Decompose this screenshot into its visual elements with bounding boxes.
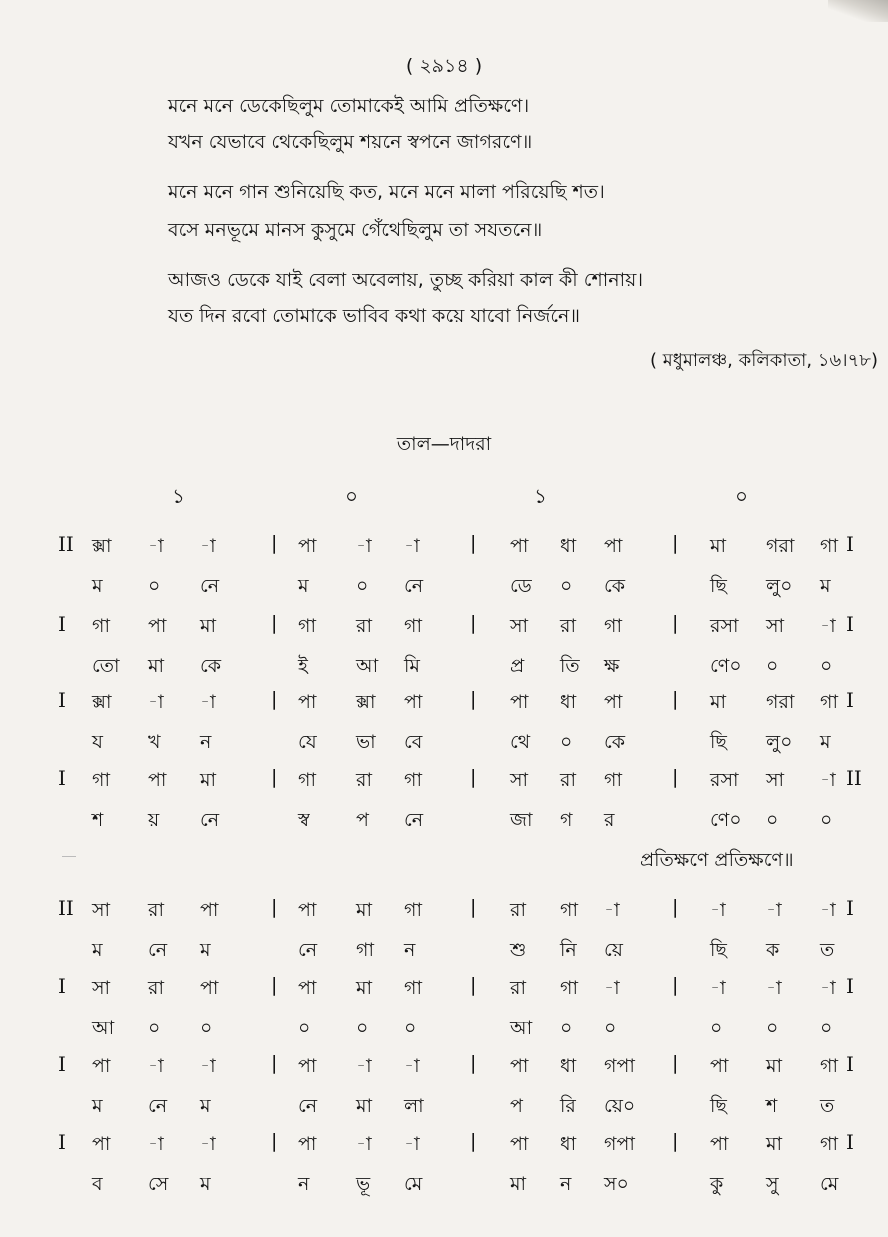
swara-note: মা	[766, 1055, 783, 1077]
swara-note: গা	[820, 1133, 838, 1155]
lyric-syllable: কে	[200, 655, 222, 677]
lyric-syllable: কে	[604, 731, 626, 753]
row-end-mark: I	[846, 896, 854, 920]
swara-note: পা	[200, 977, 219, 999]
lyric-syllable: য	[92, 731, 103, 753]
lyric-syllable: ০	[148, 575, 161, 597]
swara-note: গা	[404, 769, 422, 791]
swara-note: পা	[604, 691, 623, 713]
lyric-syllable: শ	[92, 809, 104, 831]
beat-marker-3: ১	[534, 484, 547, 508]
swara-note: গা	[298, 615, 316, 637]
lyric-syllable: তো	[92, 655, 120, 677]
swara-note: গপা	[604, 1055, 635, 1077]
swara-note: গা	[604, 769, 622, 791]
row-start-mark: I	[58, 974, 66, 998]
lyric-syllable: ০	[148, 1017, 161, 1039]
lyric-syllable: ০	[710, 1017, 723, 1039]
lyric-syllable: সু	[766, 1173, 779, 1195]
swara-note: পা	[298, 1133, 317, 1155]
lyric-syllable: ণে০	[710, 809, 742, 831]
bar-line: |	[271, 612, 278, 634]
swara-note: পা	[710, 1055, 729, 1077]
swara-note: -া	[356, 1055, 372, 1077]
lyric-syllable: ০	[766, 809, 779, 831]
swara-note: -া	[356, 1133, 372, 1155]
bar-line: |	[672, 688, 679, 710]
poem-line-4: বসে মনভূমে মানস কুসুমে গেঁথেছিলুম তা সযতনে॥	[168, 219, 543, 241]
swara-note: -া	[356, 535, 372, 557]
lyric-syllable: ন	[404, 939, 416, 961]
bar-line: |	[470, 612, 477, 634]
lyric-syllable: লু০	[766, 731, 793, 753]
swara-note: পা	[298, 691, 317, 713]
lyric-syllable: নে	[404, 575, 424, 597]
bar-line: |	[672, 612, 679, 634]
lyric-syllable: ব	[92, 1173, 103, 1195]
beat-marker-2: ০	[345, 484, 359, 508]
swara-note: মা	[710, 691, 727, 713]
lyric-syllable: ন	[298, 1173, 310, 1195]
lyric-syllable: স্ব	[298, 809, 310, 831]
swara-note: মা	[356, 899, 373, 921]
swara-note: রা	[356, 615, 372, 637]
swara-note: -া	[148, 1133, 164, 1155]
poem-line-2: যখন যেভাবে থেকেছিলুম শয়নে স্বপনে জাগরণে॥	[168, 131, 533, 153]
swara-note: পা	[510, 1055, 529, 1077]
swara-note: -া	[604, 899, 620, 921]
swara-note: পা	[710, 1133, 729, 1155]
lyric-syllable: ক্ষ	[604, 655, 620, 677]
swara-note: রা	[560, 769, 576, 791]
swara-note: গা	[560, 977, 578, 999]
swara-note: রা	[356, 769, 372, 791]
lyric-syllable: গ	[560, 809, 573, 831]
lyric-syllable: ত	[820, 1095, 835, 1117]
lyric-syllable: নি	[560, 939, 577, 961]
swara-note: পা	[604, 535, 623, 557]
lyric-syllable: মা	[148, 655, 165, 677]
beat-marker-1: ১	[172, 484, 185, 508]
swara-note: গা	[92, 615, 110, 637]
lyric-syllable: সে	[148, 1173, 169, 1195]
swara-note: -া	[820, 977, 836, 999]
page-corner-shadow	[828, 0, 888, 22]
lyric-syllable: জা	[510, 809, 533, 831]
swara-note: পা	[148, 615, 167, 637]
bar-line: |	[271, 1130, 278, 1152]
swara-note: গা	[298, 769, 316, 791]
swara-note: রসা	[710, 615, 739, 637]
swara-note: -া	[200, 535, 216, 557]
bar-line: |	[672, 896, 679, 918]
swara-note: -া	[148, 691, 164, 713]
bar-line: |	[271, 974, 278, 996]
lyric-syllable: ০	[560, 731, 573, 753]
bar-line: |	[470, 896, 477, 918]
lyric-syllable: ন	[200, 731, 212, 753]
bar-line: |	[470, 688, 477, 710]
lyric-syllable: ০	[356, 1017, 369, 1039]
lyric-syllable: ০	[200, 1017, 213, 1039]
lyric-syllable: যে	[298, 731, 317, 753]
swara-note: সা	[92, 977, 111, 999]
swara-note: পা	[92, 1055, 111, 1077]
lyric-syllable: স০	[604, 1173, 629, 1195]
bar-line: |	[672, 532, 679, 554]
swara-note: -া	[404, 1133, 420, 1155]
swara-note: গা	[820, 691, 838, 713]
swara-note: -া	[766, 899, 782, 921]
swara-note: পা	[298, 535, 317, 557]
lyric-syllable: ০	[356, 575, 369, 597]
lyric-syllable: প	[356, 809, 369, 831]
swara-note: পা	[200, 899, 219, 921]
lyric-syllable: কে	[604, 575, 626, 597]
page-number: ( ২৯১৪ )	[405, 55, 483, 77]
swara-note: -া	[404, 1055, 420, 1077]
lyric-syllable: ম	[200, 1095, 211, 1117]
swara-note: গা	[560, 899, 578, 921]
lyric-syllable: মা	[356, 1095, 373, 1117]
swara-note: রা	[510, 977, 526, 999]
source-credit: ( মধুমালঞ্চ, কলিকাতা, ১৬।৭৮)	[650, 350, 878, 371]
lyric-syllable: ম	[92, 1095, 103, 1117]
lyric-syllable: প	[510, 1095, 523, 1117]
row-end-mark: I	[846, 532, 854, 556]
lyric-syllable: থে	[510, 731, 531, 753]
swara-note: পা	[298, 977, 317, 999]
swara-note: রা	[148, 977, 164, 999]
lyric-syllable: মা	[510, 1173, 527, 1195]
swara-note: -া	[710, 977, 726, 999]
swara-note: রা	[148, 899, 164, 921]
lyric-syllable: নে	[298, 939, 318, 961]
swara-note: মা	[766, 1133, 783, 1155]
lyric-syllable: মে	[820, 1173, 839, 1195]
row-start-mark: I	[58, 688, 66, 712]
swara-note: গা	[604, 615, 622, 637]
swara-note: ক্সা	[356, 691, 376, 713]
lyric-syllable: নে	[298, 1095, 318, 1117]
poem-line-3: মনে মনে গান শুনিয়েছি কত, মনে মনে মালা পরিয়েছি শত।	[168, 181, 605, 203]
bar-line: |	[672, 974, 679, 996]
lyric-syllable: নে	[404, 809, 424, 831]
lyric-syllable: ম	[298, 575, 309, 597]
lyric-syllable: য়ে	[604, 939, 623, 961]
swara-note: মা	[200, 769, 217, 791]
swara-note: পা	[298, 1055, 317, 1077]
lyric-syllable: মি	[404, 655, 420, 677]
swara-note: পা	[298, 899, 317, 921]
lyric-syllable: ০	[766, 1017, 779, 1039]
swara-note: -া	[820, 615, 836, 637]
beat-marker-4: ০	[735, 484, 749, 508]
row-start-mark: II	[58, 896, 74, 920]
lyric-syllable: র	[604, 809, 615, 831]
swara-note: ধা	[560, 691, 577, 713]
swara-note: -া	[710, 899, 726, 921]
row-end-mark: I	[846, 1052, 854, 1076]
lyric-syllable: ম	[92, 939, 103, 961]
lyric-syllable: গা	[356, 939, 374, 961]
swara-note: সা	[766, 769, 785, 791]
swara-note: গা	[404, 899, 422, 921]
bar-line: |	[672, 766, 679, 788]
lyric-syllable: ই	[298, 655, 308, 677]
lyric-syllable: নে	[148, 1095, 168, 1117]
bar-line: |	[271, 1052, 278, 1074]
tala-title: তাল—দাদরা	[396, 433, 492, 455]
swara-note: রা	[510, 899, 526, 921]
lyric-syllable: ০	[560, 575, 573, 597]
lyric-syllable: ০	[820, 655, 833, 677]
swara-note: -া	[148, 1055, 164, 1077]
bar-line: |	[672, 1130, 679, 1152]
bar-line: |	[672, 1052, 679, 1074]
lyric-syllable: তি	[560, 655, 580, 677]
swara-note: -া	[404, 535, 420, 557]
swara-note: সা	[92, 899, 111, 921]
swara-note: পা	[510, 1133, 529, 1155]
lyric-syllable: শ	[766, 1095, 778, 1117]
lyric-syllable: য়	[148, 809, 160, 831]
poem-line-6: যত দিন রবো তোমাকে ভাবিব কথা কয়ে যাবো নির্জনে॥	[168, 305, 581, 327]
lyric-syllable: ছি	[710, 731, 727, 753]
swara-note: -া	[766, 977, 782, 999]
lyric-syllable: ণে০	[710, 655, 742, 677]
lyric-syllable: শু	[510, 939, 527, 961]
bar-line: |	[470, 1052, 477, 1074]
bar-line: |	[271, 688, 278, 710]
swara-note: -া	[200, 1133, 216, 1155]
lyric-syllable: য়ে০	[604, 1095, 636, 1117]
swara-note: -া	[148, 535, 164, 557]
bar-line: |	[470, 766, 477, 788]
swara-note: -া	[820, 899, 836, 921]
swara-note: গা	[404, 977, 422, 999]
lyric-syllable: আ	[510, 1017, 533, 1039]
swara-note: পা	[148, 769, 167, 791]
row-end-mark: I	[846, 1130, 854, 1154]
lyric-syllable: ত	[820, 939, 835, 961]
refrain-text: প্রতিক্ষণে প্রতিক্ষণে॥	[640, 849, 794, 871]
lyric-syllable: ভা	[356, 731, 376, 753]
row-start-mark: I	[58, 1130, 66, 1154]
swara-note: গপা	[604, 1133, 635, 1155]
lyric-syllable: ক	[766, 939, 780, 961]
lyric-syllable: ডে	[510, 575, 532, 597]
lyric-syllable: ০	[766, 655, 779, 677]
row-end-mark: I	[846, 612, 854, 636]
lyric-syllable: ছি	[710, 1095, 727, 1117]
lyric-syllable: ন	[560, 1173, 572, 1195]
lyric-syllable: ছি	[710, 939, 727, 961]
lyric-syllable: ০	[820, 809, 833, 831]
swara-note: পা	[404, 691, 423, 713]
lyric-syllable: নে	[148, 939, 168, 961]
swara-note: ক্সা	[92, 535, 112, 557]
swara-note: পা	[510, 535, 529, 557]
swara-note: গা	[820, 535, 838, 557]
bar-line: |	[470, 1130, 477, 1152]
row-start-mark: I	[58, 766, 66, 790]
swara-note: মা	[200, 615, 217, 637]
row-end-mark: I	[846, 688, 854, 712]
swara-note: গা	[92, 769, 110, 791]
swara-note: ধা	[560, 1133, 577, 1155]
faint-mark	[62, 856, 76, 857]
lyric-syllable: ম	[200, 1173, 211, 1195]
bar-line: |	[470, 532, 477, 554]
lyric-syllable: ছি	[710, 575, 727, 597]
row-end-mark: II	[846, 766, 862, 790]
swara-note: রা	[560, 615, 576, 637]
lyric-syllable: প্র	[510, 655, 525, 677]
lyric-syllable: ০	[298, 1017, 311, 1039]
poem-line-5: আজও ডেকে যাই বেলা অবেলায়, তুচ্ছ করিয়া কাল কী শোনায়।	[168, 269, 644, 291]
swara-note: ধা	[560, 535, 577, 557]
swara-note: গা	[404, 615, 422, 637]
swara-note: রসা	[710, 769, 739, 791]
bar-line: |	[271, 766, 278, 788]
row-start-mark: II	[58, 532, 74, 556]
lyric-syllable: ম	[820, 575, 831, 597]
poem-line-1: মনে মনে ডেকেছিলুম তোমাকেই আমি প্রতিক্ষণে।	[168, 95, 530, 117]
swara-note: সা	[510, 615, 529, 637]
swara-note: গা	[820, 1055, 838, 1077]
swara-note: ক্সা	[92, 691, 112, 713]
lyric-syllable: ০	[604, 1017, 617, 1039]
lyric-syllable: ম	[92, 575, 103, 597]
bar-line: |	[271, 896, 278, 918]
lyric-syllable: খ	[148, 731, 161, 753]
lyric-syllable: আ	[356, 655, 379, 677]
swara-note: ধা	[560, 1055, 577, 1077]
row-start-mark: I	[58, 1052, 66, 1076]
lyric-syllable: মে	[404, 1173, 423, 1195]
lyric-syllable: নে	[200, 809, 220, 831]
swara-note: -া	[820, 769, 836, 791]
lyric-syllable: কু	[710, 1173, 724, 1195]
swara-note: মা	[710, 535, 727, 557]
swara-note: -া	[200, 1055, 216, 1077]
swara-note: সা	[766, 615, 785, 637]
swara-note: পা	[92, 1133, 111, 1155]
swara-note: গরা	[766, 535, 795, 557]
bar-line: |	[470, 974, 477, 996]
lyric-syllable: বে	[404, 731, 423, 753]
lyric-syllable: ০	[404, 1017, 417, 1039]
row-start-mark: I	[58, 612, 66, 636]
lyric-syllable: নে	[200, 575, 220, 597]
swara-note: সা	[510, 769, 529, 791]
row-end-mark: I	[846, 974, 854, 998]
lyric-syllable: ম	[200, 939, 211, 961]
swara-note: গরা	[766, 691, 795, 713]
lyric-syllable: লা	[404, 1095, 424, 1117]
lyric-syllable: আ	[92, 1017, 115, 1039]
lyric-syllable: ০	[560, 1017, 573, 1039]
lyric-syllable: ০	[820, 1017, 833, 1039]
lyric-syllable: রি	[560, 1095, 576, 1117]
swara-note: -া	[200, 691, 216, 713]
bar-line: |	[271, 532, 278, 554]
lyric-syllable: লু০	[766, 575, 793, 597]
swara-note: পা	[510, 691, 529, 713]
swara-note: -া	[604, 977, 620, 999]
swara-note: মা	[356, 977, 373, 999]
lyric-syllable: ভূ	[356, 1173, 371, 1195]
lyric-syllable: ম	[820, 731, 831, 753]
